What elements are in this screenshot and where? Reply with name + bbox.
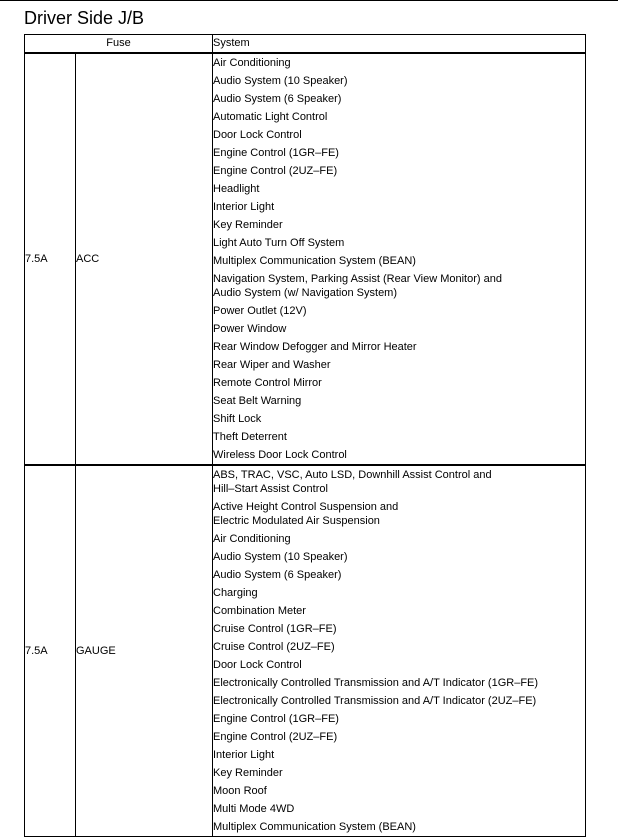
system-list [213, 465, 586, 837]
system-item: Active Height Control Suspension and Electric Modulated Air Suspension [213, 501, 399, 527]
system-item: Door Lock Control [213, 659, 302, 671]
system-item: Rear Wiper and Washer [213, 359, 331, 371]
system-item: Key Reminder [213, 219, 283, 231]
fuse-amperage: 7.5A [25, 53, 76, 465]
system-item: Door Lock Control [213, 129, 302, 141]
fuse-group [25, 465, 586, 837]
system-item: Wireless Door Lock Control [213, 449, 347, 461]
system-item: Engine Control (1GR–FE) [213, 713, 339, 725]
system-item: Audio System (6 Speaker) [213, 569, 342, 581]
system-item: Engine Control (1GR–FE) [213, 147, 339, 159]
system-item: Multiplex Communication System (BEAN) [213, 821, 416, 833]
system-item: Engine Control (2UZ–FE) [213, 165, 338, 177]
system-item: Headlight [213, 183, 260, 195]
system-item: Engine Control (2UZ–FE) [213, 731, 338, 743]
fuse-row [25, 465, 586, 837]
system-item: Multiplex Communication System (BEAN) [213, 255, 416, 267]
system-item: Interior Light [213, 201, 275, 213]
system-item: Interior Light [213, 749, 275, 761]
system-item: Shift Lock [213, 413, 262, 425]
system-item: Theft Deterrent [213, 431, 287, 443]
system-item: Electronically Controlled Transmission and A/T Indicator (2UZ–FE) [213, 695, 537, 707]
system-item: Navigation System, Parking Assist (Rear View Monitor) and Audio System (w/ Navigation System) [213, 273, 502, 299]
fuse-name: ACC [76, 53, 213, 465]
system-list [213, 53, 586, 465]
fuse-group [25, 53, 586, 465]
system-item: Cruise Control (2UZ–FE) [213, 641, 335, 653]
page-title: Driver Side J/B [24, 8, 145, 28]
system-item: Charging [213, 587, 258, 599]
fuse-column-header: Fuse [25, 35, 213, 54]
top-rule [0, 0, 618, 1]
system-item: Air Conditioning [213, 57, 291, 69]
fuse-amperage: 7.5A [25, 465, 76, 837]
system-item: Air Conditioning [213, 533, 291, 545]
system-item: Light Auto Turn Off System [213, 237, 345, 249]
fuse-name: GAUGE [76, 465, 213, 837]
fuse-row [25, 53, 586, 465]
system-item: Combination Meter [213, 605, 306, 617]
system-item: Remote Control Mirror [213, 377, 322, 389]
system-item: Power Window [213, 323, 287, 335]
system-item: Audio System (6 Speaker) [213, 93, 342, 105]
system-item: Cruise Control (1GR–FE) [213, 623, 337, 635]
system-item: Key Reminder [213, 767, 283, 779]
system-item: Seat Belt Warning [213, 395, 302, 407]
header-row [25, 35, 586, 54]
system-item: Rear Window Defogger and Mirror Heater [213, 341, 417, 353]
system-item: ABS, TRAC, VSC, Auto LSD, Downhill Assist Control and Hill–Start Assist Control [213, 469, 492, 495]
system-item: Moon Roof [213, 785, 267, 797]
system-item: Multi Mode 4WD [213, 803, 295, 815]
fuse-table [24, 34, 586, 837]
system-item: Electronically Controlled Transmission and A/T Indicator (1GR–FE) [213, 677, 539, 689]
system-item: Audio System (10 Speaker) [213, 551, 348, 563]
system-item: Audio System (10 Speaker) [213, 75, 348, 87]
system-column-header: System [213, 35, 586, 54]
system-item: Power Outlet (12V) [213, 305, 307, 317]
system-item: Automatic Light Control [213, 111, 328, 123]
